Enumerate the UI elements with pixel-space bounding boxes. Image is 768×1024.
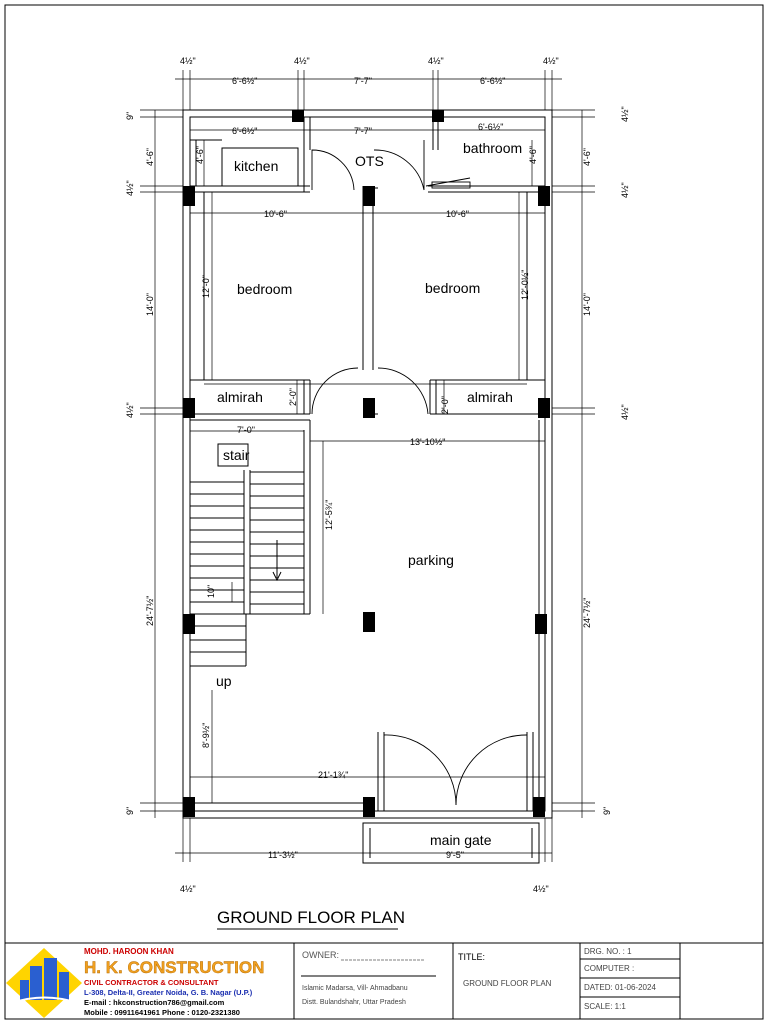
room-almirah-left: almirah <box>217 389 263 405</box>
dim-label: 21'-1¾" <box>318 770 349 780</box>
columns <box>183 110 550 817</box>
column <box>363 612 375 632</box>
dim-label: 4½" <box>180 884 196 894</box>
company-person: MOHD. HAROON KHAN <box>84 947 174 956</box>
dim-label: 9'-5" <box>446 850 464 860</box>
dim-label: 4½" <box>620 106 630 122</box>
dim-label: 4½" <box>125 180 135 196</box>
room-main-gate: main gate <box>430 832 492 848</box>
dim-label: 14'-0" <box>145 293 155 316</box>
logo-building-icon <box>30 966 42 1000</box>
column <box>535 614 547 634</box>
outer-wall-inner <box>190 117 545 811</box>
dated: DATED: 01-06-2024 <box>584 983 656 992</box>
drg-no: DRG. NO. : 1 <box>584 947 632 956</box>
floor-plan <box>183 110 552 863</box>
column <box>183 398 195 418</box>
dim-label: 7'-7" <box>354 76 372 86</box>
column <box>363 186 375 206</box>
room-parking: parking <box>408 552 454 568</box>
dim-label: 4½" <box>620 404 630 420</box>
dim-label: 6'-6½" <box>232 76 258 86</box>
dim-label: 12'-0" <box>201 275 211 298</box>
company-email: E-mail : hkconstruction786@gmail.com <box>84 998 225 1007</box>
room-kitchen: kitchen <box>234 158 279 174</box>
column <box>183 614 195 634</box>
dim-label: 12'-5¾" <box>324 499 334 530</box>
dim-label: 8'-9½" <box>201 722 211 748</box>
column <box>363 797 375 817</box>
room-almirah-right: almirah <box>467 389 513 405</box>
owner-line-3: Distt. Bulandshahr, Uttar Pradesh <box>302 999 406 1006</box>
dim-label: 4½" <box>620 182 630 198</box>
dim-label: 10" <box>206 584 216 598</box>
dim-label: 4'-6" <box>528 146 538 164</box>
dim-label: 4½" <box>543 56 559 66</box>
dim-label: 13'-10½" <box>410 437 446 447</box>
dim-label: 4½" <box>294 56 310 66</box>
dim-label: 10'-6" <box>446 209 469 219</box>
dim-label: 4½" <box>428 56 444 66</box>
dim-label: 4½" <box>533 884 549 894</box>
dim-label: 9" <box>125 806 135 815</box>
column <box>183 186 195 206</box>
dim-label: 14'-0" <box>582 293 592 316</box>
sheet-border <box>5 5 763 1019</box>
dim-label: 10'-6" <box>264 209 287 219</box>
room-stair: stair <box>223 447 250 463</box>
dim-label: 4'-6" <box>582 148 592 166</box>
column <box>292 110 304 122</box>
door-swings <box>312 140 527 805</box>
title-label: TITLE: <box>458 952 486 962</box>
stair-treads <box>190 472 304 666</box>
dim-label: 6'-6½" <box>232 126 258 136</box>
outer-wall-outer <box>183 110 552 818</box>
column <box>363 398 375 418</box>
drawing-title: GROUND FLOOR PLAN <box>217 908 405 927</box>
dim-label: 9" <box>125 111 135 120</box>
stair-up-label: up <box>216 673 232 689</box>
column <box>432 110 444 122</box>
dim-label: 2'-0" <box>440 396 450 414</box>
dim-label: 9" <box>602 806 612 815</box>
company-tagline: CIVIL CONTRACTOR & CONSULTANT <box>84 978 219 987</box>
owner-line-2: Islamic Madarsa, Vill- Ahmadbanu <box>302 985 408 992</box>
dim-label: 6'-6½" <box>478 122 504 132</box>
room-labels <box>216 140 522 848</box>
dim-label: 11'-3½" <box>268 850 298 860</box>
column <box>183 797 195 817</box>
room-ots: OTS <box>355 153 384 169</box>
room-bedroom-left: bedroom <box>237 281 293 297</box>
dim-label: 4½" <box>180 56 196 66</box>
dim-label: 4½" <box>125 402 135 418</box>
company-address: L-308, Delta-II, Greater Noida, G. B. Nagar (U.P.) <box>84 988 253 997</box>
dim-label: 4'-6" <box>145 148 155 166</box>
column <box>538 186 550 206</box>
owner-label: OWNER: <box>302 950 339 960</box>
column <box>533 797 545 817</box>
dim-label: 24'-7½" <box>145 595 155 626</box>
dim-label: 7'-7" <box>354 126 372 136</box>
company-name: H. K. CONSTRUCTION <box>84 958 265 977</box>
dim-label: 4'-6" <box>195 146 205 164</box>
company-contact: Mobile : 09911641961 Phone : 0120-2321380 <box>84 1008 240 1017</box>
room-bedroom-right: bedroom <box>425 280 481 296</box>
company-logo <box>6 948 82 1018</box>
title-value: GROUND FLOOR PLAN <box>463 979 552 988</box>
dim-label: 2'-0" <box>288 388 298 406</box>
column <box>538 398 550 418</box>
scale: SCALE: 1:1 <box>584 1002 626 1011</box>
dim-label: 7'-0" <box>237 425 255 435</box>
dim-label: 12'-0½" <box>520 269 530 300</box>
computer: COMPUTER : <box>584 964 635 973</box>
dim-label: 24'-7½" <box>582 597 592 628</box>
dim-label: 6'-6½" <box>480 76 506 86</box>
room-bathroom: bathroom <box>463 140 523 156</box>
